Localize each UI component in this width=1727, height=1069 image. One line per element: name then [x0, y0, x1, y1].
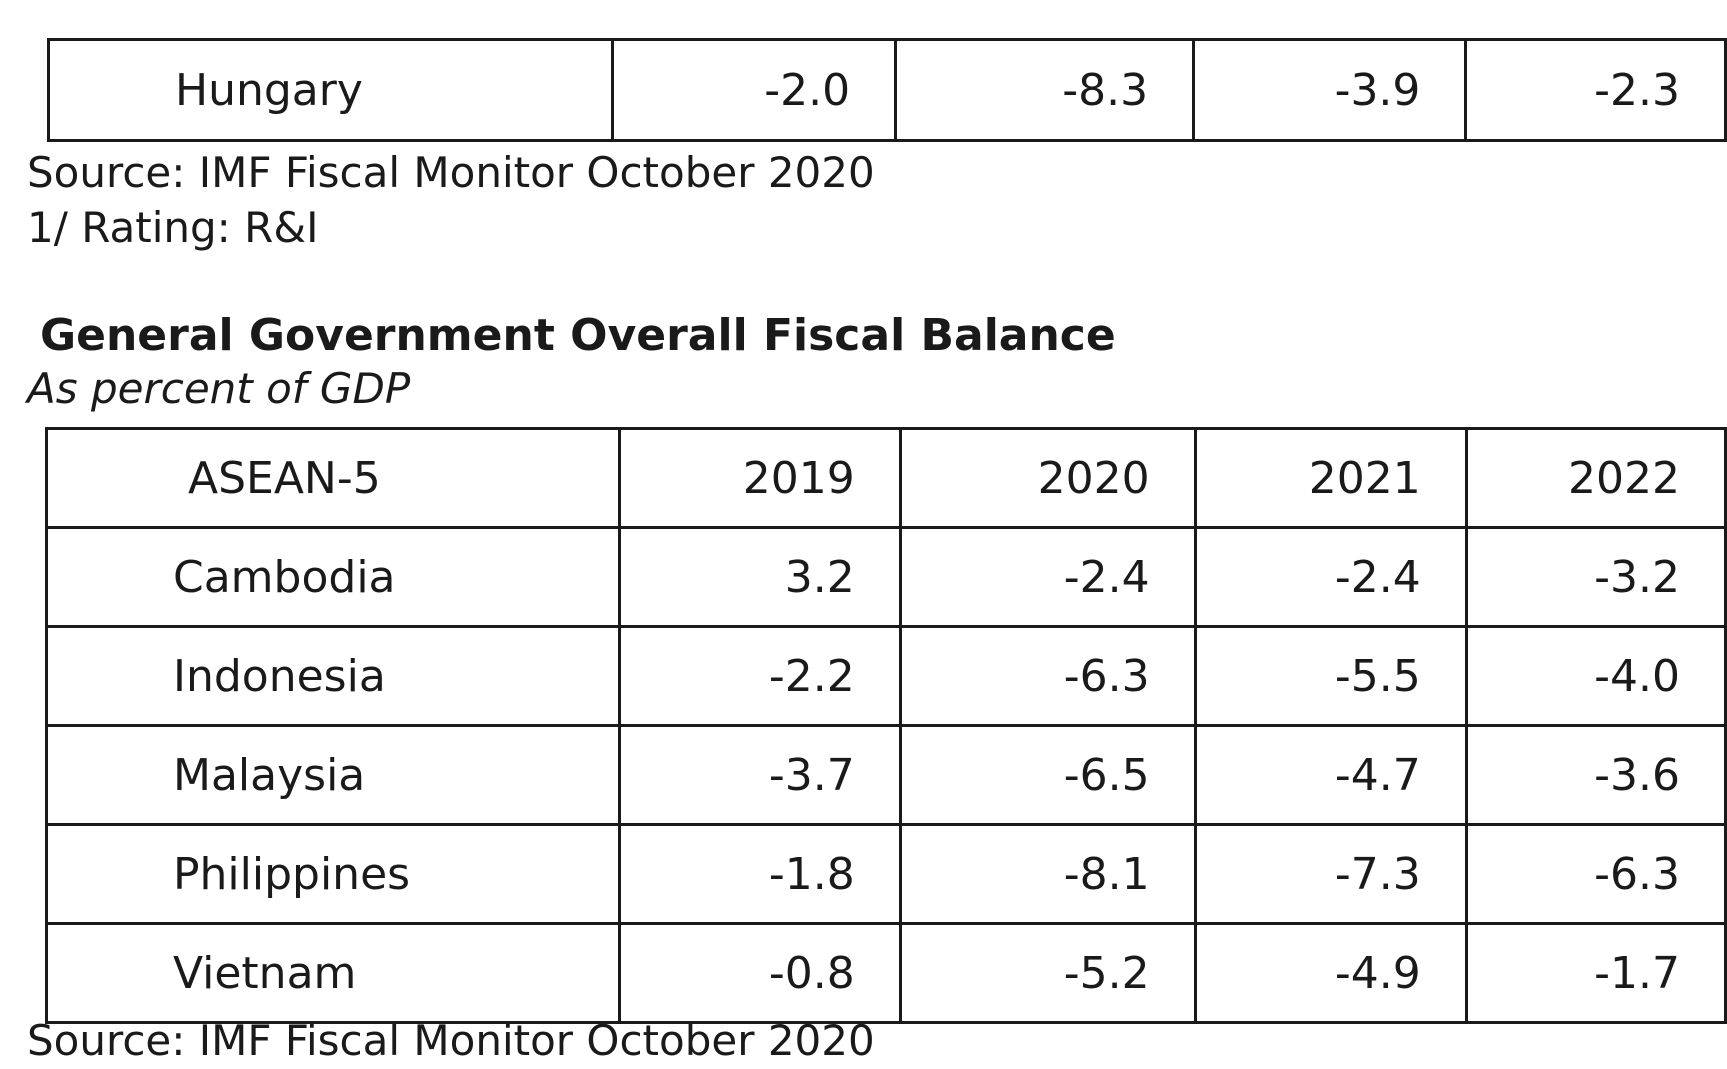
value-cell: -2.3	[1466, 40, 1726, 141]
value-cell: -3.7	[619, 726, 900, 825]
value-cell: -1.8	[619, 825, 900, 924]
source-note-bottom: Source: IMF Fiscal Monitor October 2020	[27, 1016, 875, 1065]
value-cell: -5.5	[1195, 627, 1466, 726]
value-cell: -4.0	[1466, 627, 1725, 726]
table-row	[47, 627, 1726, 726]
value-cell: -2.0	[613, 40, 896, 141]
value-cell: -6.3	[1466, 825, 1725, 924]
table-row	[47, 924, 1726, 1023]
value-cell: -6.5	[900, 726, 1195, 825]
value-cell: -3.9	[1194, 40, 1466, 141]
country-name: Vietnam	[47, 924, 620, 1023]
value-cell: -2.4	[1195, 528, 1466, 627]
country-name: Indonesia	[47, 627, 620, 726]
value-cell: -3.6	[1466, 726, 1725, 825]
country-name: Hungary	[49, 40, 613, 141]
value-cell: -8.3	[896, 40, 1194, 141]
table-title: General Government Overall Fiscal Balance	[40, 310, 1116, 361]
value-cell: -4.9	[1195, 924, 1466, 1023]
table-row	[47, 825, 1726, 924]
value-cell: -6.3	[900, 627, 1195, 726]
table-row	[47, 726, 1726, 825]
value-cell: -0.8	[619, 924, 900, 1023]
rating-footnote: 1/ Rating: R&I	[27, 203, 319, 252]
table-row	[49, 40, 1726, 141]
value-cell: -2.2	[619, 627, 900, 726]
column-header: 2020	[900, 429, 1195, 528]
column-header: 2019	[619, 429, 900, 528]
country-name: Malaysia	[47, 726, 620, 825]
value-cell: -5.2	[900, 924, 1195, 1023]
country-name: Cambodia	[47, 528, 620, 627]
table-row	[47, 528, 1726, 627]
value-cell: -1.7	[1466, 924, 1725, 1023]
value-cell: -4.7	[1195, 726, 1466, 825]
value-cell: -2.4	[900, 528, 1195, 627]
country-name: Philippines	[47, 825, 620, 924]
table-subtitle: As percent of GDP	[27, 364, 411, 413]
top-table-fragment	[47, 38, 1727, 142]
table-header-row	[47, 429, 1726, 528]
value-cell: -7.3	[1195, 825, 1466, 924]
value-cell: 3.2	[619, 528, 900, 627]
fiscal-balance-table	[45, 427, 1727, 1024]
column-header: ASEAN-5	[47, 429, 620, 528]
source-note-top: Source: IMF Fiscal Monitor October 2020	[27, 148, 875, 197]
column-header: 2021	[1195, 429, 1466, 528]
column-header: 2022	[1466, 429, 1725, 528]
value-cell: -8.1	[900, 825, 1195, 924]
value-cell: -3.2	[1466, 528, 1725, 627]
